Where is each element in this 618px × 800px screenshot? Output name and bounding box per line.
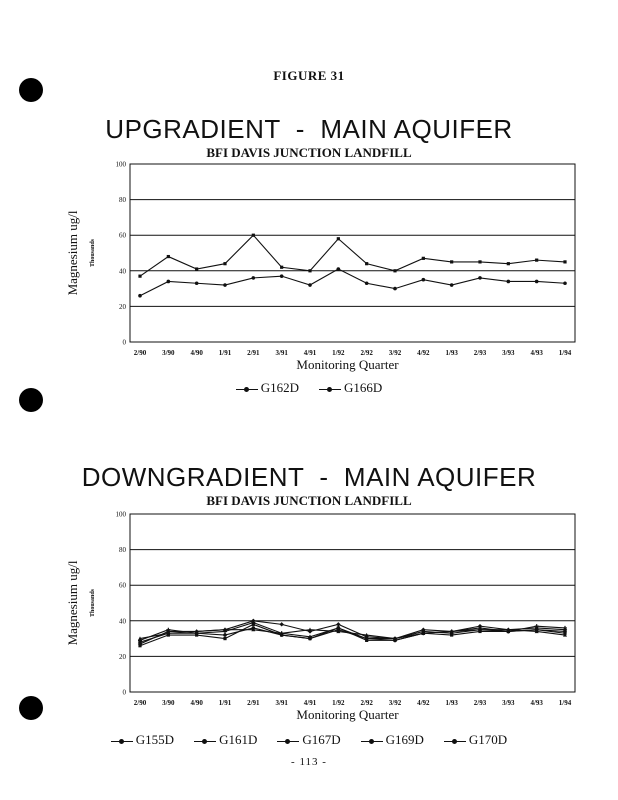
chart-subtitle: BFI DAVIS JUNCTION LANDFILL: [206, 493, 412, 508]
legend-label: G167D: [302, 732, 341, 747]
y-tick-label: 0: [122, 688, 126, 697]
y-axis-unit: Thousands: [90, 588, 96, 618]
downgradient-chart: [55, 510, 585, 745]
y-axis-unit: Thousands: [90, 238, 96, 268]
data-point: [337, 267, 341, 271]
data-point: [223, 633, 227, 637]
data-point: [167, 255, 170, 258]
data-point: [138, 294, 142, 298]
x-tick-label: 2/90: [133, 699, 147, 707]
x-tick-label: 4/92: [417, 349, 430, 357]
x-tick-label: 3/91: [275, 349, 288, 357]
chart-legend: [0, 380, 618, 396]
data-point: [195, 267, 198, 270]
punch-hole: [19, 696, 43, 720]
y-tick-label: 80: [119, 196, 126, 205]
data-point: [507, 262, 510, 265]
series-line: [140, 269, 565, 296]
data-point: [223, 283, 227, 287]
legend-swatch: [236, 389, 258, 390]
legend-item: [319, 380, 382, 396]
chart-title: DOWNGRADIENT - MAIN AQUIFER: [81, 462, 537, 492]
y-axis-label: Magnesium ug/l: [65, 560, 80, 646]
data-point: [252, 234, 255, 237]
x-tick-label: 1/92: [332, 349, 345, 357]
data-point: [422, 257, 425, 260]
series-G161D: [138, 623, 566, 648]
y-tick-label: 20: [119, 302, 126, 311]
data-point: [393, 269, 396, 272]
data-point: [507, 280, 511, 284]
legend-item: [361, 732, 424, 748]
data-point: [336, 622, 340, 626]
figure-label: FIGURE 31: [273, 68, 345, 83]
series-line: [140, 624, 565, 645]
x-tick-label: 3/91: [275, 699, 288, 707]
legend-label: G161D: [219, 732, 258, 747]
legend-swatch: [361, 741, 383, 742]
data-point: [563, 260, 566, 263]
x-tick-label: 1/93: [445, 349, 458, 357]
x-tick-label: 3/92: [388, 349, 402, 357]
y-tick-label: 0: [122, 338, 126, 347]
x-tick-label: 1/91: [218, 349, 232, 357]
data-point: [223, 637, 226, 640]
legend-label: G170D: [468, 732, 508, 747]
x-tick-label: 4/91: [303, 349, 317, 357]
x-tick-label: 3/93: [502, 349, 515, 357]
data-point: [535, 280, 539, 284]
legend-label: G155D: [135, 732, 175, 747]
x-tick-label: 2/93: [473, 699, 487, 707]
data-point: [478, 276, 482, 280]
x-tick-label: 1/91: [218, 699, 232, 707]
data-point: [308, 283, 312, 287]
x-tick-label: 2/91: [247, 349, 260, 357]
x-tick-label: 3/92: [388, 699, 402, 707]
chart-title: UPGRADIENT - MAIN AQUIFER: [105, 114, 513, 144]
legend-item: [277, 732, 340, 748]
series-G162D: [138, 267, 567, 297]
data-point: [280, 274, 284, 278]
data-point: [535, 259, 538, 262]
plot-frame: [130, 164, 575, 342]
x-tick-label: 4/93: [530, 349, 543, 357]
x-tick-label: 3/93: [502, 699, 515, 707]
data-point: [450, 260, 453, 263]
x-tick-label: 1/94: [558, 349, 572, 357]
x-axis-label: Monitoring Quarter: [296, 357, 399, 372]
x-tick-label: 2/92: [360, 699, 373, 707]
x-tick-label: 2/90: [133, 349, 147, 357]
data-point: [478, 260, 481, 263]
x-tick-label: 2/92: [360, 349, 373, 357]
legend-item: [444, 732, 507, 748]
data-point: [280, 266, 283, 269]
x-tick-label: 4/93: [530, 699, 543, 707]
upgradient-chart: [55, 160, 585, 395]
x-tick-label: 1/94: [558, 699, 572, 707]
legend-label: G166D: [344, 380, 383, 395]
data-point: [195, 281, 199, 285]
x-tick-label: 4/91: [303, 699, 317, 707]
x-tick-label: 4/90: [190, 349, 203, 357]
series-line: [140, 235, 565, 276]
y-tick-label: 60: [119, 581, 126, 590]
chart-legend: [0, 732, 618, 748]
legend-item: [194, 732, 257, 748]
data-point: [365, 262, 368, 265]
legend-swatch: [194, 741, 216, 742]
y-tick-label: 60: [119, 231, 126, 240]
x-tick-label: 2/93: [473, 349, 487, 357]
y-tick-label: 20: [119, 652, 126, 661]
legend-swatch: [111, 741, 133, 742]
data-point: [337, 237, 340, 240]
x-tick-label: 4/90: [190, 699, 203, 707]
data-point: [450, 283, 454, 287]
data-point: [138, 275, 141, 278]
data-point: [223, 262, 226, 265]
x-tick-label: 3/90: [162, 349, 175, 357]
data-point: [422, 278, 426, 282]
data-point: [167, 280, 171, 284]
legend-label: G169D: [385, 732, 424, 747]
data-point: [563, 281, 567, 285]
y-tick-label: 100: [115, 160, 126, 169]
x-tick-label: 2/91: [247, 699, 260, 707]
plot-frame: [130, 514, 575, 692]
y-tick-label: 100: [115, 510, 126, 519]
data-point: [365, 281, 369, 285]
legend-item: [111, 732, 174, 748]
x-tick-label: 1/92: [332, 699, 345, 707]
chart-subtitle: BFI DAVIS JUNCTION LANDFILL: [206, 145, 412, 160]
data-point: [393, 287, 397, 291]
data-point: [450, 633, 453, 636]
legend-swatch: [277, 741, 299, 742]
x-tick-label: 3/90: [162, 699, 175, 707]
x-tick-label: 1/93: [445, 699, 458, 707]
x-tick-label: 4/92: [417, 699, 430, 707]
y-tick-label: 80: [119, 546, 126, 555]
legend-swatch: [444, 741, 466, 742]
y-axis-label: Magnesium ug/l: [65, 210, 80, 296]
page-number: - 113 -: [291, 756, 327, 768]
y-tick-label: 40: [119, 617, 126, 626]
data-point: [279, 622, 283, 626]
y-tick-label: 40: [119, 267, 126, 276]
x-axis-label: Monitoring Quarter: [296, 707, 399, 722]
legend-item: [236, 380, 299, 396]
data-point: [308, 269, 311, 272]
legend-swatch: [319, 389, 341, 390]
data-point: [252, 276, 256, 280]
legend-label: G162D: [260, 380, 299, 395]
